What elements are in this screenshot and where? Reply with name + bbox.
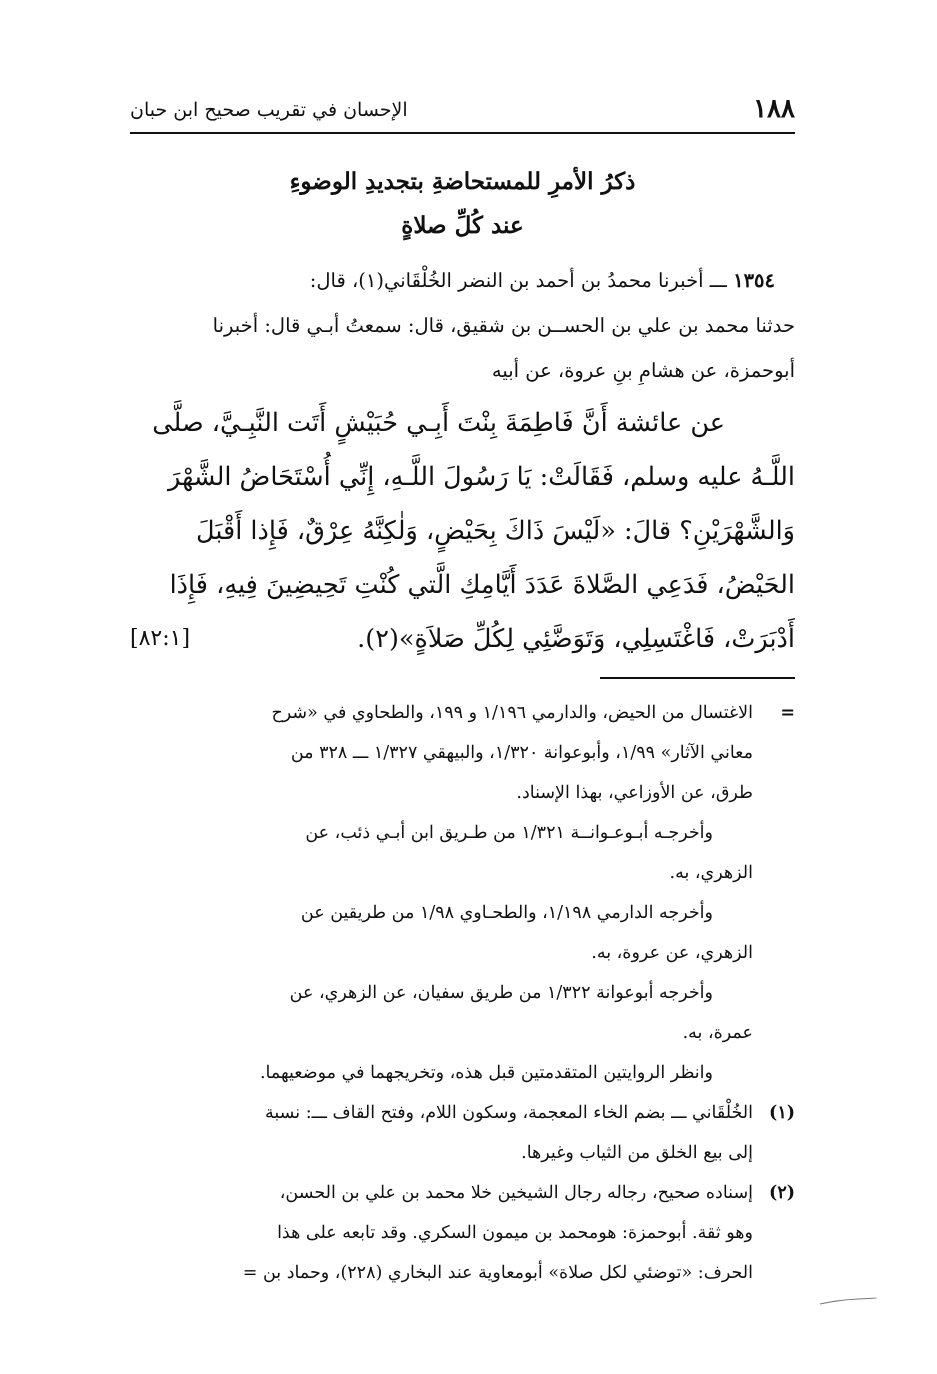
isnad-line-1 bbox=[130, 258, 795, 303]
footnote-paragraph-1 bbox=[130, 813, 795, 893]
footnote-2-marker: (٢) bbox=[769, 1183, 795, 1203]
chapter-title-line-2: عند كُلِّ صلاةٍ bbox=[401, 212, 524, 239]
matn-last-line-text: أَدْبَرَتْ، فَاغْتَسِلِي، وَتَوَضَّئِي لِكُلِّ صَلاَةٍ»(٢). bbox=[357, 624, 795, 654]
page-header bbox=[130, 92, 795, 134]
footnote-line: وانظر الروايتين المتقدمتين قبل هذه، وتخريجهما في موضعيهما. bbox=[259, 1063, 713, 1083]
footnote-line: إلى بيع الخلق من الثياب وغيرها. bbox=[521, 1143, 753, 1163]
continuation-marker: = bbox=[780, 703, 795, 723]
footnote-line: الخُلْقَاني ـــ بضم الخاء المعجمة، وسكون اللام، وفتح القاف ـــ: نسبة bbox=[264, 1103, 753, 1123]
footnote-line: عمرة، به. bbox=[682, 1023, 753, 1043]
isnad-line-1-text: ـــ أخبرنا محمدُ بن أحمد بن النضر الخُلْقَاني(١)، قال: bbox=[309, 269, 727, 292]
footnote-line: الزهري، عن عروة، به. bbox=[591, 943, 753, 963]
footnote-paragraph-3 bbox=[130, 973, 795, 1053]
footnote-1-marker: (١) bbox=[769, 1103, 795, 1123]
source-reference: [٨٢:١] bbox=[130, 626, 191, 651]
scan-mark bbox=[818, 1296, 878, 1306]
footnote-2 bbox=[130, 1173, 795, 1293]
matn-line-2: اللَّـهُ عليه وسلم، فَقَالَتْ: يَا رَسُولَ اللَّـهِ، إِنِّي أُسْتَحَاضُ الشَّهْرَ bbox=[168, 462, 795, 492]
footnote-line: وهو ثقة. أبوحمزة: هومحمد بن ميمون السكري. وقد تابعه على هذا bbox=[277, 1223, 753, 1243]
footnote-line: وأخرجه الدارمي ١/١٩٨، والطحـاوي ١/٩٨ من طريقين عن bbox=[300, 903, 713, 923]
footnote-line: معاني الآثار» ١/٩٩، وأبوعوانة ١/٣٢٠، والبيهقي ١/٣٢٧ ـــ ٣٢٨ من bbox=[290, 743, 753, 763]
footnote-continuation bbox=[130, 693, 795, 813]
page-number: ١٨٨ bbox=[753, 94, 795, 124]
chapter-title bbox=[130, 160, 795, 248]
hadith-matn bbox=[130, 396, 795, 666]
matn-line-4: الحَيْضُ، فَدَعِي الصَّلاةَ عَدَدَ أَيَّامِكِ الَّتي كُنْتِ تَحِيضِينَ فِيهِ، فَإِذَا bbox=[169, 570, 795, 600]
matn-line-5 bbox=[130, 612, 795, 666]
footnote-divider bbox=[600, 677, 795, 679]
chapter-title-line-1: ذكرُ الأمرِ للمستحاضةِ بتجديدِ الوضوءِ bbox=[289, 168, 636, 195]
matn-line-1: عن عائشة أَنَّ فَاطِمَةَ بِنْتَ أَبِـي حُبَيْشٍ أَتَت النَّبِـيَّ، صلَّى bbox=[152, 408, 725, 438]
footnote-line: الزهري، به. bbox=[669, 863, 753, 883]
footnote-line: الحرف: «توضئي لكل صلاة» أبومعاوية عند البخاري (٢٢٨)، وحماد بن = bbox=[242, 1263, 753, 1283]
isnad-line-3: أبوحمزة، عن هشامِ بنِ عروة، عن أبيه bbox=[491, 359, 795, 382]
isnad-line-2: حدثنا محمد بن علي بن الحســن بن شقيق، قال: سمعتُ أبـي قال: أخبرنا bbox=[212, 314, 795, 337]
footnote-line: وأخرجـه أبـوعـوانــة ١/٣٢١ من طـريق ابن أبـي ذئب، عن bbox=[305, 823, 713, 843]
footnote-see-also bbox=[130, 1053, 795, 1093]
footnote-1 bbox=[130, 1093, 795, 1173]
running-title: الإحسان في تقريب صحيح ابن حبان bbox=[130, 99, 408, 121]
footnote-line: وأخرجه أبوعوانة ١/٣٢٢ من طريق سفيان، عن الزهري، عن bbox=[289, 983, 713, 1003]
matn-line-3: وَالشَّهْرَيْنِ؟ قالَ: «لَيْسَ ذَاكَ بِحَيْضٍ، وَلٰكِنَّهُ عِرْقٌ، فَإِذا أَقْبَلَ bbox=[196, 516, 795, 546]
hadith-isnad bbox=[130, 258, 795, 393]
footnote-paragraph-2 bbox=[130, 893, 795, 973]
footnote-line: طرق، عن الأوزاعي، بهذا الإسناد. bbox=[516, 783, 753, 803]
footnote-line: الاغتسال من الحيض، والدارمي ١/١٩٦ و ١٩٩، والطحاوي في «شرح bbox=[271, 703, 753, 723]
hadith-number: ١٣٥٤ bbox=[733, 269, 775, 292]
footnotes bbox=[130, 693, 795, 1293]
footnote-line: إسناده صحيح، رجاله رجال الشيخين خلا محمد بن علي بن الحسن، bbox=[279, 1183, 753, 1203]
